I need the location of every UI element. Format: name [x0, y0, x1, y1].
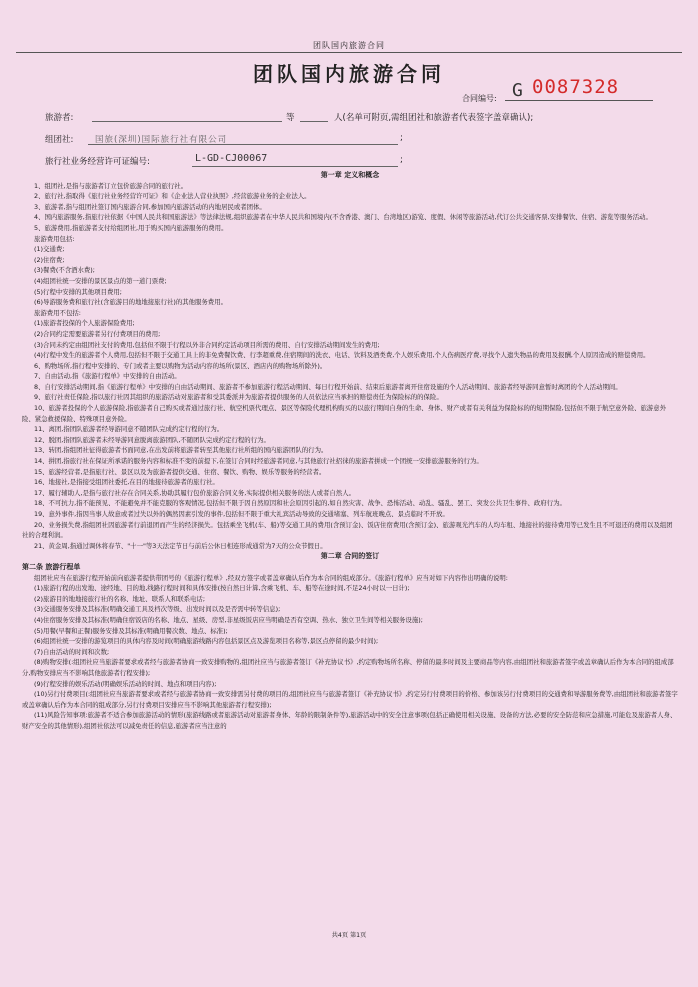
clause-item: (1)交通费;	[34, 245, 65, 254]
itinerary-item: (7)自由活动的时间和次数;	[34, 647, 110, 656]
clause-item: 2、旅行社,指取得《旅行社业务经营许可证》和《企业法人营业执照》,经营旅游业务的企业法人。	[34, 192, 311, 201]
contract-number-label: 合同编号:	[462, 94, 497, 103]
header-small-title: 团队国内旅游合同	[313, 41, 385, 50]
license-end: ;	[400, 155, 403, 165]
clause-item: 11、离团,指团队旅游者经导游同意不随团队完成约定行程的行为。	[34, 425, 224, 434]
tour-operator-name: 国旅(深圳)国际旅行社有限公司	[95, 135, 228, 145]
traveler-name-field[interactable]	[92, 121, 282, 122]
clause-item: (1)旅游者投保的个人旅游保险费用;	[34, 319, 135, 328]
chapter-1-clauses	[22, 181, 678, 552]
itinerary-item: (8)购物安排(:组团社应当旅游者要求或者经与旅游者协商一致安排购物的,组团社应当与旅游者签订《补充协议书》,约定购物场所名称、停留的最多时间及主要商品等内容,由组团社和旅游者签字或盖章确认后作为本合同的组成部分,购物安排应当不影响其他旅游者行程安排);	[22, 658, 674, 677]
clause-item: 1、组团社,是指与旅游者订立包价旅游合同的旅行社。	[34, 181, 188, 190]
section-2-items	[22, 583, 678, 731]
itinerary-item: (4)住宿服务安排及其标准(明确住宿饭店的名称、地点、星级、房型,非星级饭店应当明确是否有空调、热水、独立卫生间等相关服务设施);	[34, 615, 423, 624]
clause-item: 12、脱团,指团队旅游者未经导游同意脱离旅游团队,不随团队完成约定行程的行为。	[34, 435, 270, 444]
clause-item: (2)住宿费;	[34, 255, 65, 264]
clause-item: 6、购物场所,指行程中安排的、专门或者主要以购物为活动内容的场所(景区、酒店内的购物场所除外)。	[34, 361, 327, 370]
document-title: 团队国内旅游合同	[253, 62, 445, 86]
clause-item: 15、旅游经营者,是指旅行社、景区以及为旅游者提供交通、住宿、餐饮、购物、娱乐等服务的经营者。	[34, 467, 326, 476]
itinerary-item: (1)旅游行程的出发地、途经地、目的地,线路行程时间和具体安排(按自然日计算,含乘飞机、车、船等在途时间,不足24小时以一日计);	[34, 584, 410, 593]
clause-item: 21、黄金周,指通过调休将春节、"十一"等3天法定节日与前后公休日相连形成通常为7天的公众节假日。	[34, 541, 327, 550]
clause-item: 18、不可抗力,指不能预见、不能避免并不能克服的客观情况,包括但不限于因自然原因和社会原因引起的,如自然灾害、战争、恐怖活动、动乱、骚乱、罢工、突发公共卫生事件、政府行为。	[34, 499, 566, 508]
traveler-label: 旅游者:	[45, 113, 74, 123]
clause-item: (6)导游服务费和旅行社(含旅游目的地地接旅行社)的其他服务费用。	[34, 298, 227, 307]
chapter-1-title: 第一章 定义和概念	[320, 171, 380, 179]
itinerary-item: (5)用餐(早餐和正餐)服务安排及其标准(明确用餐次数、地点、标准);	[34, 626, 228, 635]
clause-item: (3)合同未约定由组团社支付的费用,包括但不限于行程以外非合同约定活动项目所需的费用、自行安排活动期间发生的费用;	[34, 340, 380, 349]
clause-item: 7、自由活动,指《旅游行程单》中安排的自由活动。	[34, 372, 181, 381]
clause-item: (4)组团社统一安排的景区景点的第一道门票费;	[34, 276, 167, 285]
clause-item: 4、国内旅游服务,指旅行社依据《中国人民共和国旅游法》等法律法规,组织旅游者在中华人民共和国境内(不含香港、澳门、台湾地区)游览、度假、休闲等旅游活动,代订公共交通客票,安排餐饮、住宿、游览等服务活动。	[34, 213, 652, 222]
clause-item: 5、旅游费用,指旅游者支付给组团社,用于购买国内旅游服务的费用。	[34, 223, 228, 232]
clause-item: 16、地接社,是指接受组团社委托,在目的地接待旅游者的旅行社。	[34, 478, 219, 487]
contract-number-prefix: G	[512, 80, 523, 101]
traveler-count-field[interactable]	[300, 121, 328, 122]
itinerary-item: (3)交通服务安排及其标准(明确交通工具及档次等级、出发时间以及是否需中转等信息);	[34, 605, 281, 614]
tour-operator-underline	[88, 144, 398, 145]
license-number: L-GD-CJ00067	[195, 153, 268, 164]
clause-item: 20、业务损失费,指组团社因旅游者行前退团而产生的经济损失。包括乘坐飞机(车、船)等交通工具的费用(含预订金)、饭店住宿费用(含预订金)、旅游观光汽车的人均车租、地接社的接待费用等已发生且不可退还的费用以及组团社的合理利润。	[22, 520, 673, 540]
clause-item: 旅游费用包括:	[34, 234, 75, 243]
header-rule	[16, 52, 682, 53]
clause-item: 3、旅游者,指与组团社签订国内旅游合同,参加国内旅游活动的内地居民或者团体。	[34, 202, 266, 211]
itinerary-item: (2)旅游目的地地接旅行社的名称、地址、联系人和联系电话;	[34, 594, 205, 603]
license-label: 旅行社业务经营许可证编号:	[45, 157, 150, 167]
itinerary-item: (6)组团社统一安排的游览项目的具体内容及时间(明确旅游线路内容包括景区点及游览项目名称等,景区点停留的最少时间);	[34, 637, 379, 646]
contract-number-underline	[505, 100, 653, 101]
clause-item: (4)行程中发生的旅游者个人费用,包括但不限于交通工具上的非免费餐饮费、行李超重费,住宿期间的洗衣、电话、饮料及酒类费,个人娱乐费用,个人伤病医疗费,寻找个人遗失物品的费用及报酬,个人原因造成的赔偿费用。	[34, 351, 650, 360]
clause-item: 17、履行辅助人,是指与旅行社存在合同关系,协助其履行包价旅游合同义务,实际提供相关服务的法人或者自然人。	[34, 488, 355, 497]
section-2-intro: 组团社应当在旅游行程开始前向旅游者提供带团号的《旅游行程单》,经双方签字或者盖章确认后作为本合同的组成部分。《旅游行程单》应当对如下内容作出明确的说明:	[34, 573, 508, 582]
section-2-title: 第二条 旅游行程单	[22, 562, 81, 571]
itinerary-item: (9)行程安排的娱乐活动(明确娱乐活动的时间、地点和项目内容);	[34, 679, 217, 688]
clause-item: 19、意外事件,指因当事人故意或者过失以外的偶然因素引发的事件,包括但不限于重大礼宾活动导致的交通堵塞、列车航班晚点、景点临时不开放。	[34, 510, 449, 518]
page-number: 共4页 第1页	[331, 932, 367, 939]
contract-body	[22, 170, 678, 731]
license-underline	[192, 166, 398, 167]
clause-item: (2)合同约定需要旅游者另行付费项目的费用;	[34, 329, 161, 338]
clause-item: 旅游费用不包括:	[34, 308, 81, 317]
contract-number-value: 0087328	[532, 76, 620, 98]
traveler-count-prefix: 等	[286, 113, 295, 123]
clause-item: 8、自行安排活动期间,指《旅游行程单》中安排的自由活动期间、旅游者不参加旅游行程活动期间、每日行程开始前、结束后旅游者离开住宿设施的个人活动期间、旅游者经导游同意暂时离团的个人活动期间。	[34, 382, 622, 391]
clause-item: (5)行程中安排的其他项目费用;	[34, 287, 122, 296]
chapter-2-title: 第二章 合同的签订	[320, 552, 380, 561]
clause-item: 14、拼团,指旅行社在保证所承诺的服务内容和标准不变的前提下,在签订合同时经旅游者同意,与其他旅行社招徕的旅游者拼成一个团统一安排旅游服务的行为。	[34, 457, 483, 466]
clause-item: 10、旅游者投保的个人旅游保险,指旅游者自己购买或者通过旅行社、航空机票代理点、景区等保险代理机构购买的以旅行期间自身的生命、身体、财产或者有关利益为保险标的的短期保险,包括但不限于航空意外险、旅游意外险、紧急救援保险、特殊项目意外险。	[22, 404, 667, 423]
clause-item: 13、转团,指组团社征得旅游者书面同意,在出发前将旅游者转至其他旅行社所组的国内旅游团队的行为。	[34, 446, 328, 455]
itinerary-item: (11)风险告知事项:旅游者不适合参加旅游活动的情形(旅游线路或者旅游活动对旅游者身体、年龄的限制条件等),旅游活动中的安全注意事项(包括正确使用相关设施、设备的方法,必要的安全防范和应急措施,可能危及旅游者人身、财产安全的其他情形),组团社依法可以减免责任的信息,旅游者应当注意的	[22, 711, 677, 730]
itinerary-item: (10)另行付费项目(:组团社应当旅游者要求或者经与旅游者协商一致安排需另付费的项目的,组团社应当与旅游者签订《补充协议书》,约定另行付费项目的价格、参加该另行付费项目的交通费和导游服务费等,由组团社和旅游者签字或盖章确认后作为本合同的组成部分,另行付费项目安排应当不影响其他旅游者行程安排);	[22, 690, 678, 709]
traveler-note: 人(名单可附页,需组团社和旅游者代表签字盖章确认);	[334, 113, 534, 123]
clause-item: (3)餐费(不含酒水费);	[34, 266, 95, 275]
clause-item: 9、旅行社责任保险,指以旅行社因其组织的旅游活动对旅游者和受其委派并为旅游者提供服务的人员依法应当承担的赔偿责任为保险标的的保险。	[34, 393, 443, 402]
tour-operator-end: ;	[400, 133, 403, 143]
tour-operator-label: 组团社:	[45, 135, 74, 145]
